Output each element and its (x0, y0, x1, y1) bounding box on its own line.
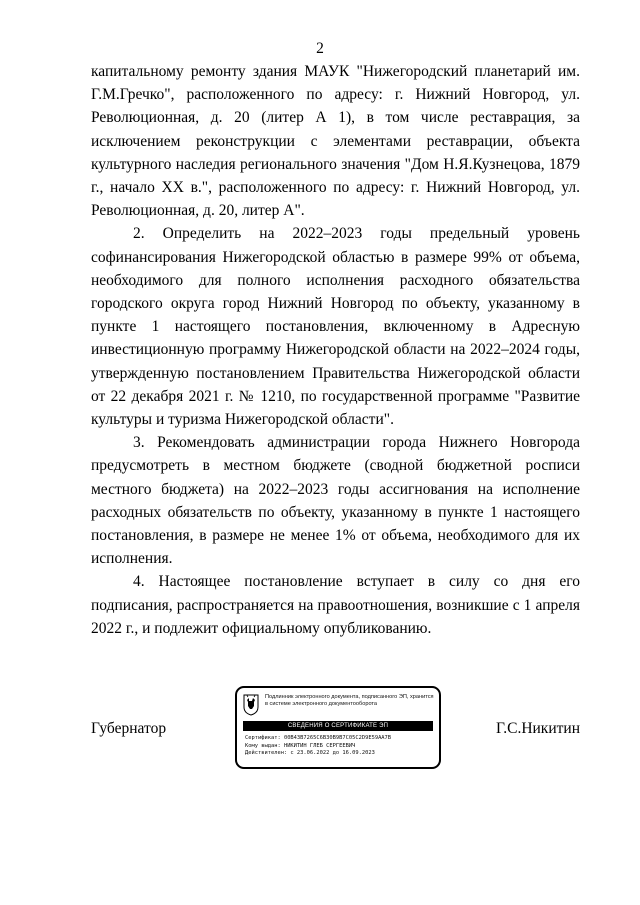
paragraph-item-4: 4. Настоящее постановление вступает в силу со дня его подписания, распространяется на правоотношения, возникшие с 1 апреля 2022 г., и подлежит официальному опубликованию. (91, 573, 580, 637)
paragraph-item-3: 3. Рекомендовать администрации города Нижнего Новгорода предусмотреть в местном бюджете (сводной бюджетной росписи местного бюджета) на 2022–2023 годы ассигнования на исполнение расходных обязательств по объекту, указанному в пункте 1 настоящего постановления, в размере не менее 1% от объема, необходимого для их исполнения. (91, 434, 580, 568)
stamp-details (245, 735, 437, 758)
signer-name: Г.С.Никитин (496, 720, 580, 737)
stamp-title: СВЕДЕНИЯ О СЕРТИФИКАТЕ ЭП (243, 721, 433, 731)
stamp-issued-to: Кому выдан: НИКИТИН ГЛЕБ СЕРГЕЕВИЧ (245, 742, 356, 749)
stamp-valid: Действителен: с 23.06.2022 до 16.09.2023 (245, 750, 375, 756)
deer-emblem-icon (243, 694, 259, 716)
signer-position: Губернатор (91, 720, 167, 737)
stamp-certificate: Сертификат: 00B43B7265C6B30B9B7C05C2D9E59AA7B (245, 735, 392, 741)
stamp-header: Подлинник электронного документа, подписанного ЭП, хранится в системе электронного документооборота (265, 694, 434, 707)
document-body (91, 60, 580, 640)
electronic-signature-stamp (235, 686, 441, 769)
page-number: 2 (316, 40, 324, 57)
paragraph-item-2: 2. Определить на 2022–2023 годы предельный уровень софинансирования Нижегородской областью в размере 99% от объема, необходимого для полного исполнения расходного обязательства городского округа город Нижний Новгород по объекту, указанному в пункте 1 настоящего постановления, включенному в Адресную инвестиционную программу Нижегородской области на 2022–2024 годы, утвержденную постановлением Правительства Нижегородской области от 22 декабря 2021 г. № 1210, по государственной программе "Развитие культуры и туризма Нижегородской области". (91, 225, 580, 429)
paragraph-continuation: капитальному ремонту здания МАУК "Нижегородский планетарий им. Г.М.Гречко", расположенного по адресу: г. Нижний Новгород, ул. Революционная, д. 20 (литер А 1), в том числе реставрация, за исключением реконструкции с элементами реставрации, объекта культурного наследия регионального значения "Дом Н.Я.Кузнецова, 1879 г., начало XX в.", расположенного по адресу: г. Нижний Новгород, ул. Революционная, д. 20, литер А". (91, 63, 580, 220)
